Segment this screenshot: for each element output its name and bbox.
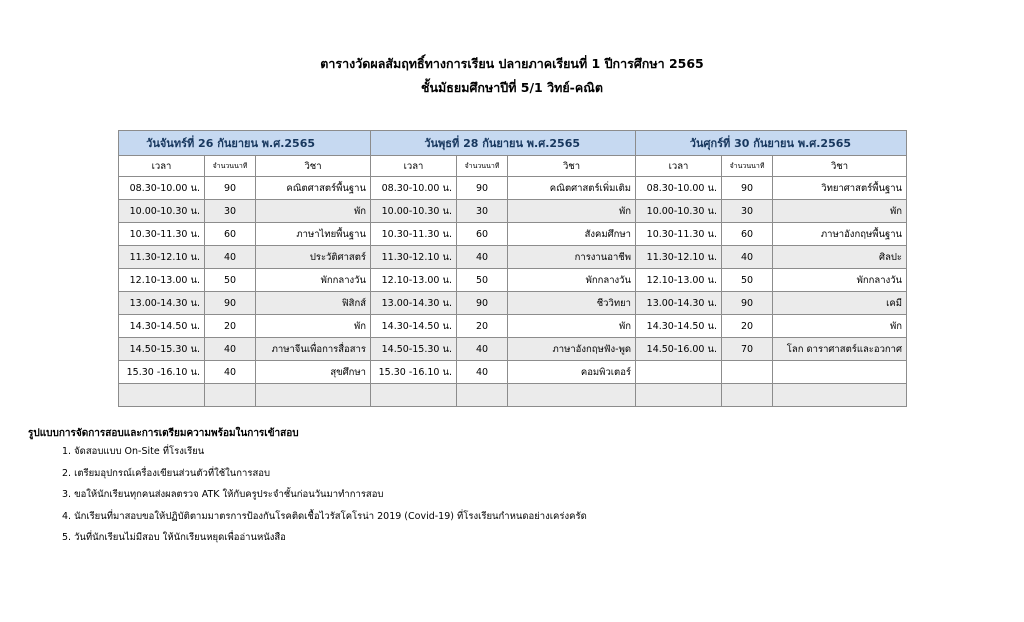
minutes-cell: 20 <box>205 315 256 338</box>
minutes-cell: 40 <box>205 338 256 361</box>
time-cell <box>119 384 205 407</box>
day-header-monday: วันจันทร์ที่ 26 กันยายน พ.ศ.2565 <box>119 131 371 156</box>
minutes-cell <box>722 361 773 384</box>
minutes-cell: 30 <box>205 200 256 223</box>
time-cell: 08.30-10.00 น. <box>636 177 722 200</box>
time-cell <box>371 384 457 407</box>
time-cell: 08.30-10.00 น. <box>119 177 205 200</box>
time-cell: 13.00-14.30 น. <box>119 292 205 315</box>
subject-cell: วิทยาศาสตร์พื้นฐาน <box>773 177 907 200</box>
time-cell: 13.00-14.30 น. <box>636 292 722 315</box>
schedule-row <box>119 246 907 269</box>
time-cell: 10.30-11.30 น. <box>119 223 205 246</box>
schedule-row <box>119 361 907 384</box>
time-cell: 11.30-12.10 น. <box>119 246 205 269</box>
note-item: 5. วันที่นักเรียนไม่มีสอบ ให้นักเรียนหยุดเพื่ออ่านหนังสือ <box>62 532 286 544</box>
minutes-cell: 30 <box>457 200 508 223</box>
time-cell: 10.30-11.30 น. <box>636 223 722 246</box>
schedule-row <box>119 269 907 292</box>
time-cell: 11.30-12.10 น. <box>636 246 722 269</box>
minutes-cell: 40 <box>457 246 508 269</box>
time-cell: 14.50-15.30 น. <box>371 338 457 361</box>
subject-cell: พักกลางวัน <box>256 269 371 292</box>
subject-cell: สุขศึกษา <box>256 361 371 384</box>
col-header-time: เวลา <box>371 156 457 177</box>
schedule-row <box>119 384 907 407</box>
schedule-row <box>119 223 907 246</box>
time-cell <box>636 384 722 407</box>
subject-cell <box>508 384 636 407</box>
col-header-time: เวลา <box>636 156 722 177</box>
col-header-subject: วิชา <box>773 156 907 177</box>
subject-cell <box>256 384 371 407</box>
schedule-row <box>119 200 907 223</box>
subject-cell: การงานอาชีพ <box>508 246 636 269</box>
time-cell: 14.30-14.50 น. <box>119 315 205 338</box>
time-cell: 12.10-13.00 น. <box>371 269 457 292</box>
minutes-cell: 60 <box>205 223 256 246</box>
minutes-cell: 90 <box>205 177 256 200</box>
document-title: ตารางวัดผลสัมฤทธิ์ทางการเรียน ปลายภาคเรียนที่ 1 ปีการศึกษา 2565 <box>320 56 704 71</box>
subject-cell: พัก <box>508 200 636 223</box>
subject-cell: ภาษาอังกฤษฟัง-พูด <box>508 338 636 361</box>
time-cell: 10.00-10.30 น. <box>636 200 722 223</box>
minutes-cell: 90 <box>722 177 773 200</box>
minutes-cell <box>722 384 773 407</box>
col-header-minutes: จำนวนนาที <box>722 156 773 177</box>
col-header-time: เวลา <box>119 156 205 177</box>
subject-cell: พักกลางวัน <box>508 269 636 292</box>
schedule-row <box>119 338 907 361</box>
minutes-cell: 60 <box>457 223 508 246</box>
time-cell: 10.30-11.30 น. <box>371 223 457 246</box>
time-cell: 12.10-13.00 น. <box>636 269 722 292</box>
subject-cell: ศิลปะ <box>773 246 907 269</box>
minutes-cell: 90 <box>457 292 508 315</box>
minutes-cell: 70 <box>722 338 773 361</box>
time-cell: 15.30 -16.10 น. <box>119 361 205 384</box>
subject-cell: ชีววิทยา <box>508 292 636 315</box>
day-header-wednesday: วันพุธที่ 28 กันยายน พ.ศ.2565 <box>371 131 636 156</box>
subject-cell: พักกลางวัน <box>773 269 907 292</box>
minutes-cell: 60 <box>722 223 773 246</box>
time-cell: 13.00-14.30 น. <box>371 292 457 315</box>
minutes-cell: 40 <box>457 361 508 384</box>
time-cell: 15.30 -16.10 น. <box>371 361 457 384</box>
minutes-cell: 20 <box>457 315 508 338</box>
minutes-cell: 50 <box>205 269 256 292</box>
time-cell: 14.30-14.50 น. <box>371 315 457 338</box>
note-item: 4. นักเรียนที่มาสอบขอให้ปฏิบัติตามมาตรการป้องกันโรคติดเชื้อไวรัสโคโรน่า 2019 (Covid-19) ที่โรงเรียนกำหนดอย่างเคร่งครัด <box>62 510 587 522</box>
subject-cell: สังคมศึกษา <box>508 223 636 246</box>
subject-cell: พัก <box>256 200 371 223</box>
minutes-cell: 20 <box>722 315 773 338</box>
day-header-row <box>119 131 907 156</box>
subject-cell: ภาษาไทยพื้นฐาน <box>256 223 371 246</box>
subject-cell: ฟิสิกส์ <box>256 292 371 315</box>
time-cell: 14.50-16.00 น. <box>636 338 722 361</box>
subject-cell: พัก <box>508 315 636 338</box>
minutes-cell: 90 <box>722 292 773 315</box>
minutes-cell: 90 <box>457 177 508 200</box>
col-header-subject: วิชา <box>508 156 636 177</box>
time-cell: 14.50-15.30 น. <box>119 338 205 361</box>
note-item: 3. ขอให้นักเรียนทุกคนส่งผลตรวจ ATK ให้กับครูประจำชั้นก่อนวันมาทำการสอบ <box>62 489 384 501</box>
time-cell: 08.30-10.00 น. <box>371 177 457 200</box>
minutes-cell <box>205 384 256 407</box>
time-cell: 12.10-13.00 น. <box>119 269 205 292</box>
time-cell <box>636 361 722 384</box>
schedule-row <box>119 292 907 315</box>
subject-cell: พัก <box>256 315 371 338</box>
notes-list <box>62 441 587 549</box>
subject-cell <box>773 361 907 384</box>
subject-cell: ภาษาอังกฤษพื้นฐาน <box>773 223 907 246</box>
subject-cell: ภาษาจีนเพื่อการสื่อสาร <box>256 338 371 361</box>
column-header-row <box>119 156 907 177</box>
subject-cell <box>773 384 907 407</box>
time-cell: 14.30-14.50 น. <box>636 315 722 338</box>
subject-cell: ประวัติศาสตร์ <box>256 246 371 269</box>
minutes-cell <box>457 384 508 407</box>
minutes-cell: 90 <box>205 292 256 315</box>
minutes-cell: 50 <box>457 269 508 292</box>
minutes-cell: 40 <box>457 338 508 361</box>
exam-schedule-table <box>118 130 907 407</box>
subject-cell: พัก <box>773 315 907 338</box>
time-cell: 10.00-10.30 น. <box>371 200 457 223</box>
schedule-row <box>119 177 907 200</box>
note-item: 1. จัดสอบแบบ On-Site ที่โรงเรียน <box>62 446 205 457</box>
notes-title: รูปแบบการจัดการสอบและการเตรียมความพร้อมในการเข้าสอบ <box>28 428 299 439</box>
note-item: 2. เตรียมอุปกรณ์เครื่องเขียนส่วนตัวที่ใช้ในการสอบ <box>62 467 271 479</box>
subject-cell: คอมพิวเตอร์ <box>508 361 636 384</box>
document-subtitle: ชั้นมัธยมศึกษาปีที่ 5/1 วิทย์-คณิต <box>421 80 603 95</box>
schedule-row <box>119 315 907 338</box>
minutes-cell: 30 <box>722 200 773 223</box>
minutes-cell: 50 <box>722 269 773 292</box>
minutes-cell: 40 <box>205 361 256 384</box>
subject-cell: คณิตศาสตร์เพิ่มเติม <box>508 177 636 200</box>
subject-cell: คณิตศาสตร์พื้นฐาน <box>256 177 371 200</box>
time-cell: 10.00-10.30 น. <box>119 200 205 223</box>
col-header-minutes: จำนวนนาที <box>457 156 508 177</box>
subject-cell: พัก <box>773 200 907 223</box>
col-header-subject: วิชา <box>256 156 371 177</box>
time-cell: 11.30-12.10 น. <box>371 246 457 269</box>
subject-cell: โลก ดาราศาสตร์และอวกาศ <box>773 338 907 361</box>
col-header-minutes: จำนวนนาที <box>205 156 256 177</box>
day-header-friday: วันศุกร์ที่ 30 กันยายน พ.ศ.2565 <box>636 131 907 156</box>
subject-cell: เคมี <box>773 292 907 315</box>
minutes-cell: 40 <box>205 246 256 269</box>
minutes-cell: 40 <box>722 246 773 269</box>
